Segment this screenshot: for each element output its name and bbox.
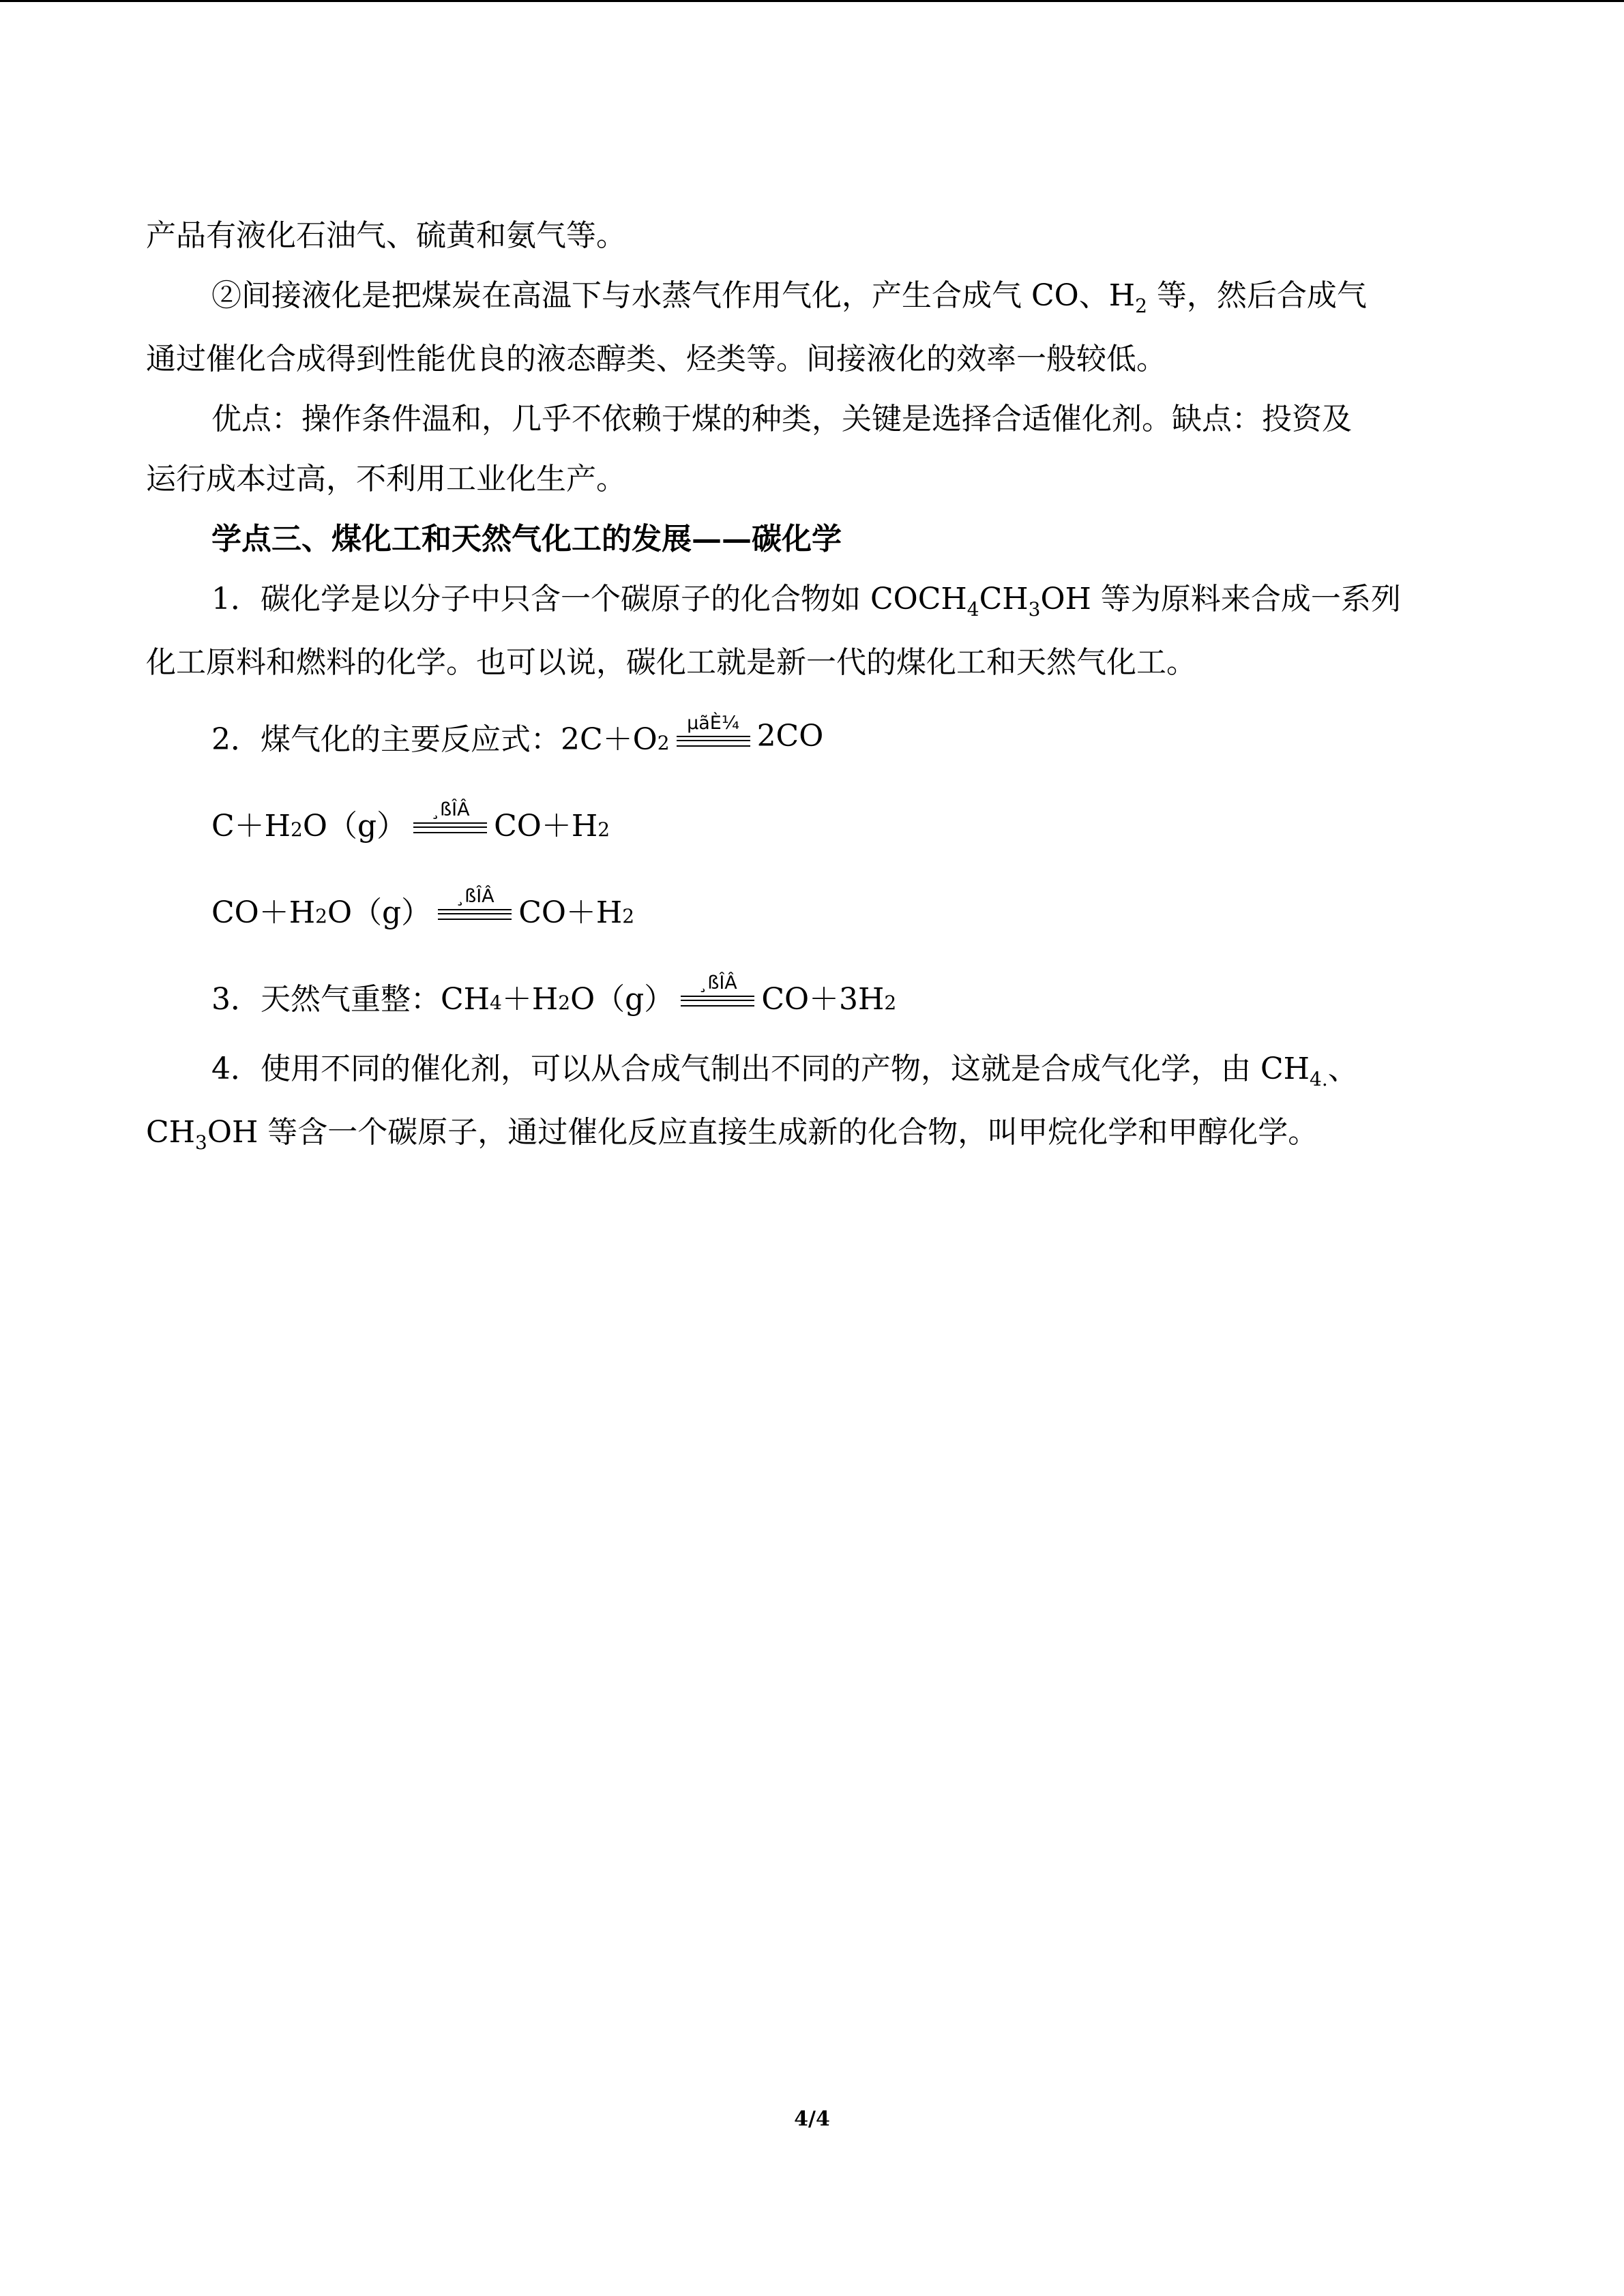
paragraph-line: 通过催化合成得到性能优良的液态醇类、烃类等。间接液化的效率一般较低。 <box>146 342 1166 376</box>
paragraph-advantages: 优点：操作条件温和，几乎不依赖于煤的种类，关键是选择合适催化剂。缺点：投资及 <box>211 402 1352 436</box>
reaction-arrow: ¸ßÎÂ <box>438 889 512 920</box>
equation-water-gas-shift: CO＋H 2 O（g） ¸ßÎÂ CO＋H 2 <box>211 885 635 930</box>
document-body <box>146 206 1476 1166</box>
reaction-arrow: µãÈ¼ <box>677 715 750 747</box>
top-border <box>0 0 1624 2</box>
page-number: 4/4 <box>794 2107 830 2131</box>
reaction-arrow: ¸ßÎÂ <box>681 975 754 1007</box>
equation-water-gas: C＋H 2 O（g） ¸ßÎÂ CO＋H 2 <box>211 799 610 844</box>
paragraph-line: 化工原料和燃料的化学。也可以说，碳化工就是新一代的煤化工和天然气化工。 <box>146 645 1196 680</box>
paragraph-line: 运行成本过高，不利用工业化生产。 <box>146 462 626 496</box>
paragraph-c1-chemistry: 1．碳化学是以分子中只含一个碳原子的化合物如 $COCH_4CH_3OH$ 等为原料来合成一系列 <box>211 582 1401 621</box>
paragraph-syngas-chemistry: 4．使用不同的催化剂，可以从合成气制出不同的产物，这就是合成气化学，由 $CH_{4.}$、 <box>211 1052 1358 1090</box>
reaction-arrow: ¸ßÎÂ <box>413 802 487 833</box>
equation-coal-gasification: 2．煤气化的主要反应式：2C＋O 2 µãÈ¼ 2CO <box>211 712 824 757</box>
paragraph-indirect-liquefaction: ②间接液化是把煤炭在高温下与水蒸气作用气化，产生合成气 CO、$H_2$ 等，然后合成气 <box>211 278 1367 317</box>
paragraph-line: $CH_3OH$ 等含一个碳原子，通过催化反应直接生成新的化合物，叫甲烷化学和甲醇化学。 <box>146 1115 1318 1154</box>
paragraph-line: 产品有液化石油气、硫黄和氨气等。 <box>146 218 626 253</box>
section-heading: 学点三、煤化工和天然气化工的发展——碳化学 <box>211 522 842 556</box>
equation-natural-gas-reforming: 3．天然气重整：CH 4 ＋H 2 O（g） ¸ßÎÂ CO＋3H 2 <box>211 972 897 1017</box>
